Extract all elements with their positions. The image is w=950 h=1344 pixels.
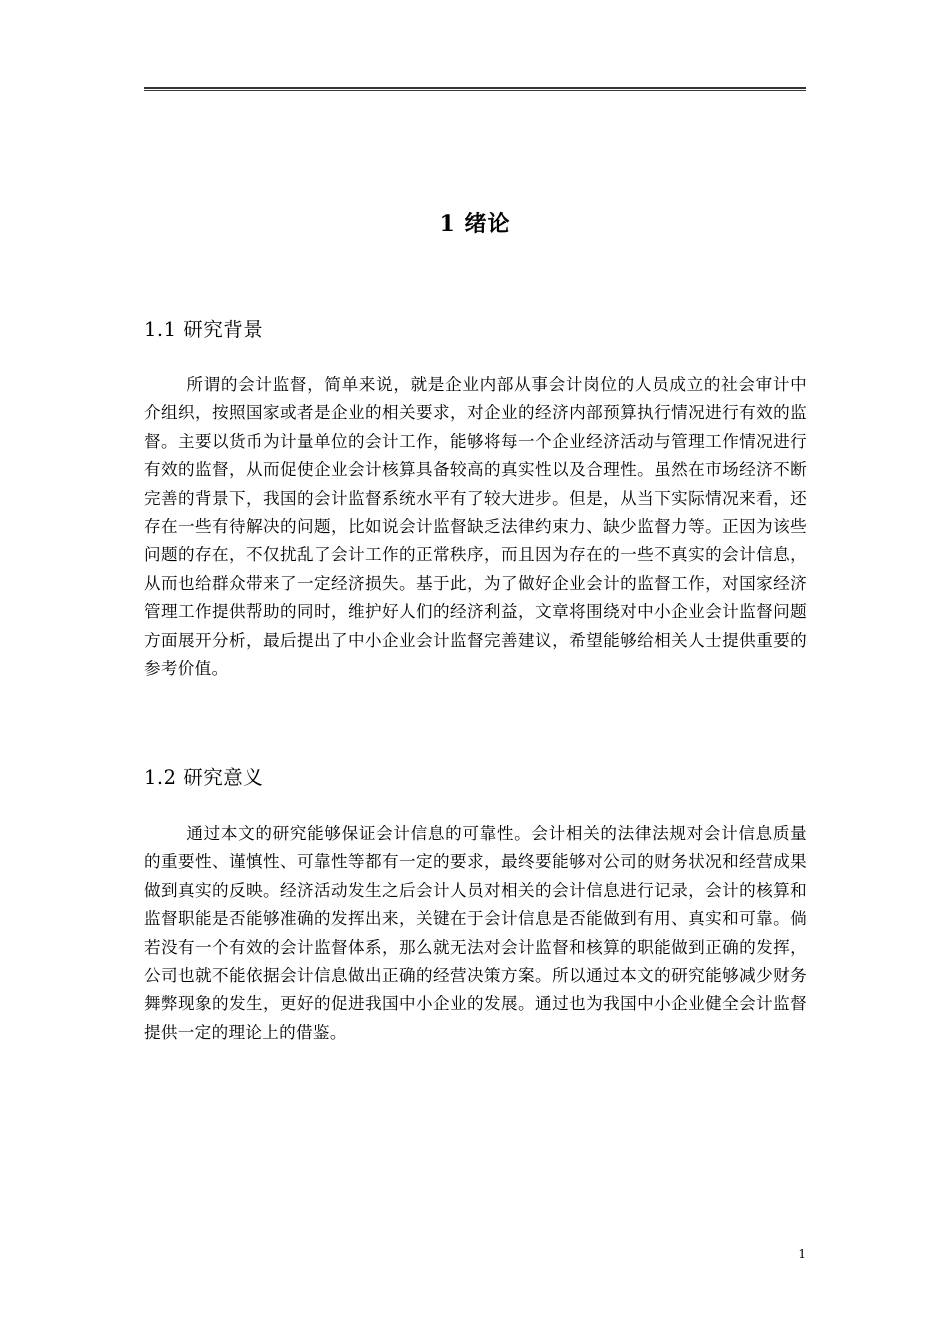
header-rule [144,87,806,91]
chapter-title: 1 绪论 [439,211,511,237]
significance-paragraph: 通过本文的研究能够保证会计信息的可靠性。会计相关的法律法规对会计信息质量的重要性、谨慎性、可靠性等都有一定的要求，最终要能够对公司的财务状况和经营成果做到真实的反映。经济活动发生之后会计人员对相关的会计信息进行记录，会计的核算和监督职能是否能够准确的发挥出来，关键在于会计信息是否能做到有用、真实和可靠。倘若没有一个有效的会计监督体系，那么就无法对会计监督和核算的职能做到正确的发挥，公司也就不能依据会计信息做出正确的经营决策方案。所以通过本文的研究能够减少财务舞弊现象的发生，更好的促进我国中小企业的发展。通过也为我国中小企业健全会计监督提供一定的理论上的借鉴。 [144,824,807,1042]
page-number: 1 [798,1247,806,1261]
background-paragraph: 所谓的会计监督，简单来说，就是企业内部从事会计岗位的人员成立的社会审计中介组织，按照国家或者是企业的相关要求，对企业的经济内部预算执行情况进行有效的监督。主要以货币为计量单位的会计工作，能够将每一个企业经济活动与管理工作情况进行有效的监督，从而促使企业会计核算具备较高的真实性以及合理性。虽然在市场经济不断完善的背景下，我国的会计监督系统水平有了较大进步。但是，从当下实际情况来看，还存在一些有待解决的问题，比如说会计监督缺乏法律约束力、缺少监督力等。正因为该些问题的存在，不仅扰乱了会计工作的正常秩序，而且因为存在的一些不真实的会计信息，从而也给群众带来了一定经济损失。基于此，为了做好企业会计的监督工作，对国家经济管理工作提供帮助的同时，维护好人们的经济利益，文章将围绕对中小企业会计监督问题方面展开分析，最后提出了中小企业会计监督完善建议，希望能够给相关人士提供重要的参考价值。 [144,375,807,679]
section-heading-background: 1.1 研究背景 [144,318,264,341]
section-heading-significance: 1.2 研究意义 [144,766,264,789]
